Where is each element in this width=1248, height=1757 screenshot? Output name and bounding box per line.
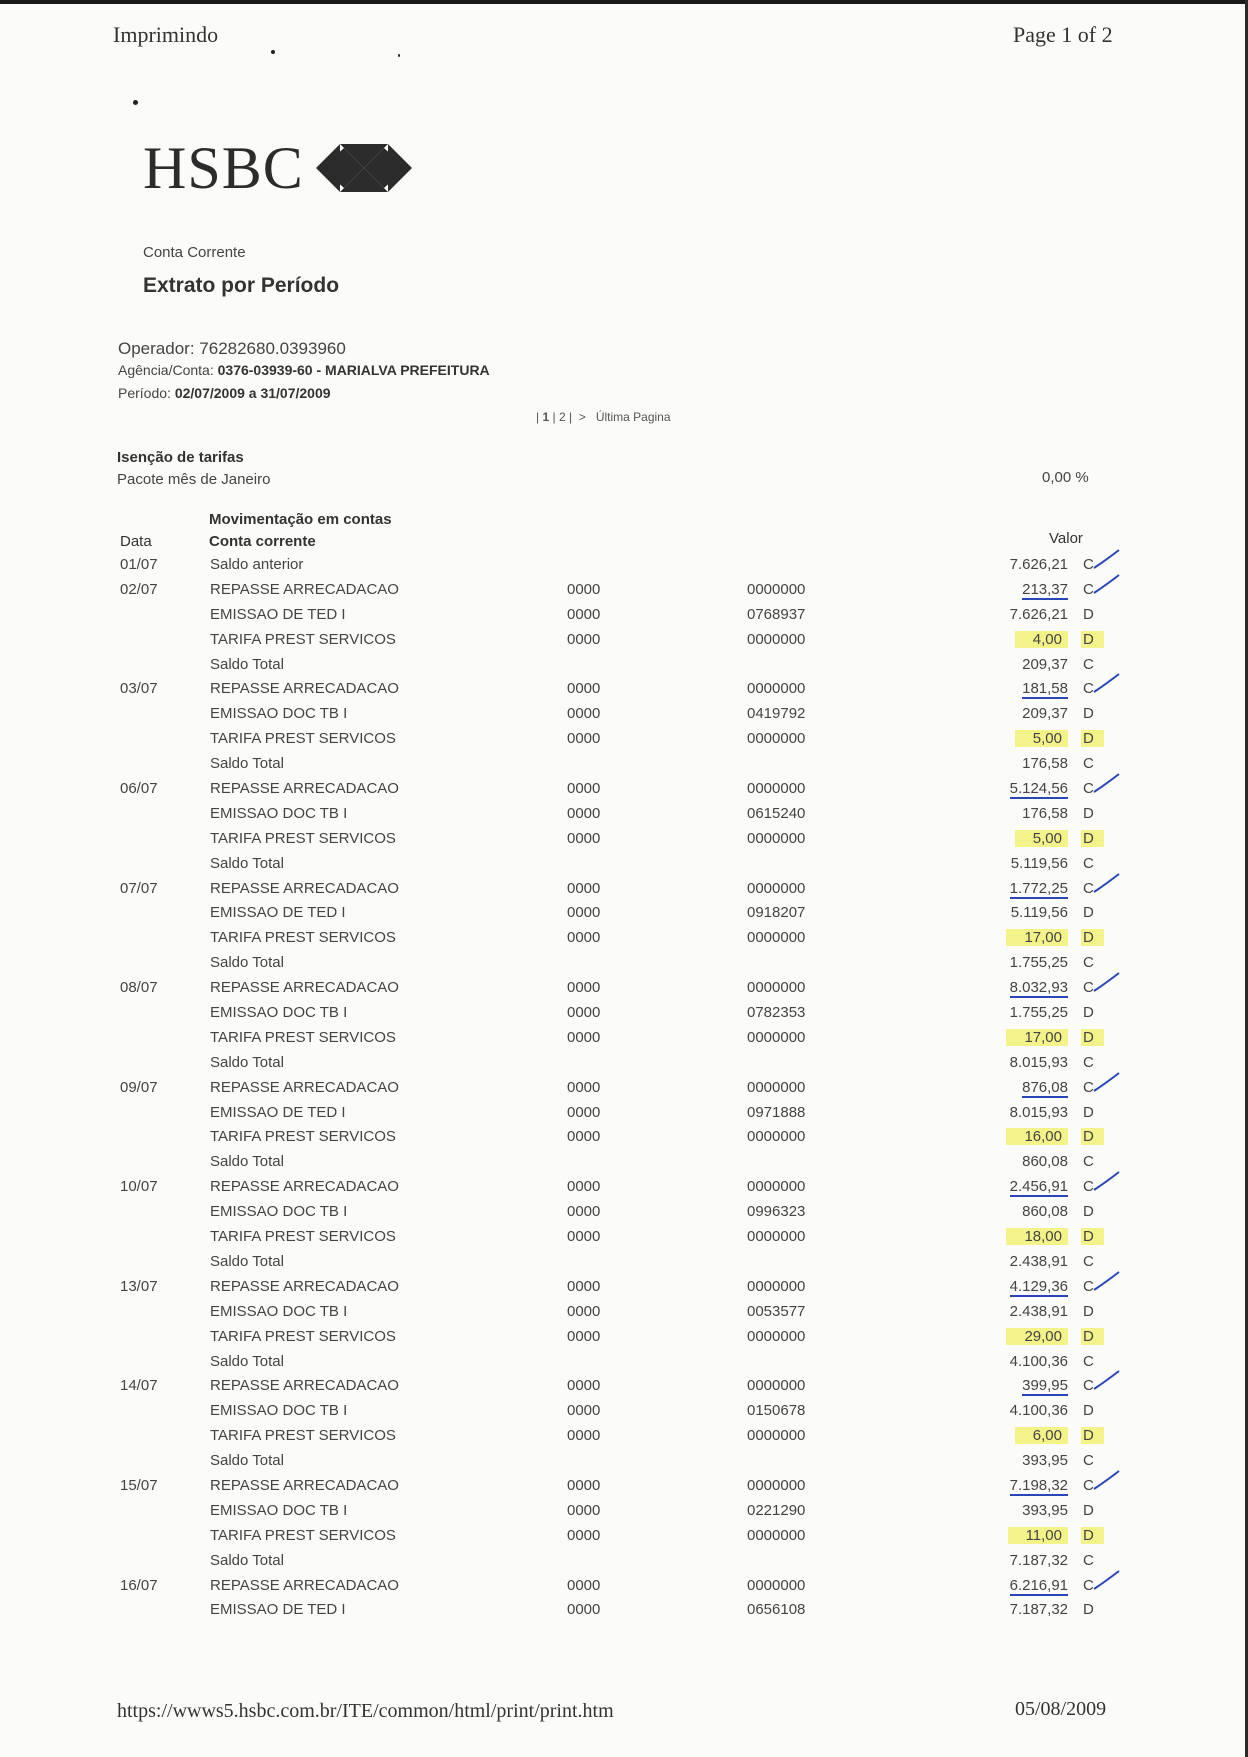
- row-document: 0971888: [747, 1103, 806, 1121]
- row-debit-credit: D: [1083, 705, 1094, 723]
- table-row: [0, 1029, 1248, 1054]
- row-description: REPASSE ARRECADACAO: [210, 1576, 399, 1594]
- row-debit-credit: C: [1083, 680, 1094, 698]
- row-document: 0221290: [747, 1501, 806, 1519]
- row-agency: 0000: [567, 1526, 601, 1544]
- footer-url: https://wwws5.hsbc.com.br/ITE/common/html/print/print.htm: [117, 1700, 614, 1722]
- row-agency: 0000: [567, 979, 601, 997]
- table-row: [0, 1402, 1248, 1427]
- row-date: 06/07: [120, 780, 158, 798]
- row-document: 0000000: [747, 1327, 806, 1345]
- row-debit-credit: C: [1083, 1352, 1094, 1370]
- row-document: 0419792: [747, 705, 806, 723]
- row-description: Saldo Total: [210, 1252, 284, 1270]
- table-row: [0, 1303, 1248, 1328]
- row-value: 5,00: [1015, 830, 1068, 847]
- pen-check-mark-icon: [1092, 1569, 1122, 1591]
- row-document: 0000000: [747, 829, 806, 847]
- row-agency: 0000: [567, 1128, 601, 1146]
- row-description: EMISSAO DOC TB I: [210, 1501, 348, 1519]
- table-row: [0, 1104, 1248, 1129]
- row-value: 1.755,25: [1009, 1004, 1068, 1022]
- row-debit-credit: D: [1081, 730, 1104, 747]
- table-row: [0, 780, 1248, 805]
- row-description: Saldo Total: [210, 1551, 284, 1569]
- pager-next-arrow[interactable]: >: [578, 410, 586, 424]
- row-description: EMISSAO DOC TB I: [210, 1402, 348, 1420]
- pager-page-1[interactable]: 1: [542, 410, 550, 424]
- exemption-package: Pacote mês de Janeiro: [117, 471, 271, 488]
- row-debit-credit: C: [1083, 1476, 1094, 1494]
- table-row: [0, 1128, 1248, 1153]
- row-date: 10/07: [120, 1178, 158, 1196]
- row-value: 6.216,91: [1009, 1576, 1068, 1594]
- row-agency: 0000: [567, 1377, 601, 1395]
- table-row: [0, 1079, 1248, 1104]
- row-description: REPASSE ARRECADACAO: [210, 680, 399, 698]
- row-document: 0000000: [747, 1277, 806, 1295]
- table-row: [0, 855, 1248, 880]
- row-description: TARIFA PREST SERVICOS: [210, 630, 396, 648]
- row-document: 0656108: [747, 1601, 806, 1619]
- row-debit-credit: C: [1083, 1452, 1094, 1470]
- row-document: 0000000: [747, 1178, 806, 1196]
- row-value: 18,00: [1006, 1228, 1068, 1245]
- row-agency: 0000: [567, 1302, 601, 1320]
- table-row: [0, 730, 1248, 755]
- ledger-table: [0, 556, 1248, 1626]
- table-row: [0, 680, 1248, 705]
- row-value: 2.438,91: [1009, 1302, 1068, 1320]
- operator-line: [118, 339, 346, 359]
- row-description: EMISSAO DOC TB I: [210, 705, 348, 723]
- row-value: 8.032,93: [1009, 979, 1068, 997]
- row-document: 0000000: [747, 1078, 806, 1096]
- table-row: [0, 979, 1248, 1004]
- row-debit-credit: C: [1083, 1252, 1094, 1270]
- row-agency: 0000: [567, 1476, 601, 1494]
- operator-label: Operador:: [118, 339, 195, 358]
- row-value: 7.626,21: [1009, 605, 1068, 623]
- pen-check-mark-icon: [1092, 1170, 1122, 1192]
- row-debit-credit: D: [1081, 1328, 1104, 1345]
- pen-check-mark-icon: [1092, 573, 1122, 595]
- row-document: 0782353: [747, 1004, 806, 1022]
- row-value: 8.015,93: [1009, 1053, 1068, 1071]
- row-document: 0000000: [747, 1128, 806, 1146]
- period-line: [118, 385, 331, 401]
- table-row: [0, 1577, 1248, 1602]
- row-date: 03/07: [120, 680, 158, 698]
- row-document: 0000000: [747, 879, 806, 897]
- table-row: [0, 656, 1248, 681]
- row-description: REPASSE ARRECADACAO: [210, 979, 399, 997]
- row-debit-credit: C: [1083, 1377, 1094, 1395]
- period-value: 02/07/2009 a 31/07/2009: [174, 385, 331, 401]
- row-description: EMISSAO DOC TB I: [210, 1203, 348, 1221]
- print-header-left: Imprimindo: [113, 22, 219, 47]
- row-debit-credit: D: [1081, 631, 1104, 648]
- table-row: [0, 1004, 1248, 1029]
- row-debit-credit: C: [1083, 1078, 1094, 1096]
- scan-speck: [398, 54, 400, 57]
- row-agency: 0000: [567, 1277, 601, 1295]
- row-description: Saldo Total: [210, 954, 284, 972]
- row-description: EMISSAO DE TED I: [210, 904, 346, 922]
- table-row: [0, 1552, 1248, 1577]
- row-debit-credit: C: [1083, 1153, 1094, 1171]
- row-value: 4.129,36: [1009, 1277, 1068, 1295]
- row-description: Saldo Total: [210, 1053, 284, 1071]
- scan-speck: [133, 100, 138, 105]
- agency-line: [118, 362, 490, 378]
- row-document: 0000000: [747, 1377, 806, 1395]
- table-row: [0, 1153, 1248, 1178]
- pen-check-mark-icon: [1092, 872, 1122, 894]
- row-description: TARIFA PREST SERVICOS: [210, 1228, 396, 1246]
- table-row: [0, 1452, 1248, 1477]
- row-agency: 0000: [567, 1203, 601, 1221]
- row-value: 17,00: [1006, 1029, 1068, 1046]
- row-debit-credit: D: [1083, 1004, 1094, 1022]
- row-agency: 0000: [567, 904, 601, 922]
- row-debit-credit: C: [1083, 780, 1094, 798]
- table-row: [0, 1477, 1248, 1502]
- row-agency: 0000: [567, 1501, 601, 1519]
- row-agency: 0000: [567, 1427, 601, 1445]
- row-value: 213,37: [1022, 580, 1068, 598]
- row-debit-credit: D: [1081, 1128, 1104, 1145]
- movements-title: Movimentação em contas: [209, 511, 392, 528]
- row-debit-credit: C: [1083, 854, 1094, 872]
- agency-label: Agência/Conta:: [118, 362, 214, 378]
- footer-date: 05/08/2009: [1015, 1698, 1107, 1720]
- row-date: 02/07: [120, 580, 158, 598]
- table-row: [0, 1228, 1248, 1253]
- row-debit-credit: D: [1081, 1228, 1104, 1245]
- row-agency: 0000: [567, 829, 601, 847]
- table-row: [0, 581, 1248, 606]
- row-agency: 0000: [567, 730, 601, 748]
- row-agency: 0000: [567, 929, 601, 947]
- row-value: 7.626,21: [1009, 556, 1068, 573]
- table-row: [0, 929, 1248, 954]
- row-debit-credit: C: [1083, 1277, 1094, 1295]
- table-row: [0, 556, 1248, 581]
- row-value: 2.456,91: [1009, 1178, 1068, 1196]
- pen-check-mark-icon: [1092, 1270, 1122, 1292]
- table-row: [0, 606, 1248, 631]
- row-document: 0000000: [747, 1576, 806, 1594]
- pager-page-2[interactable]: 2: [558, 410, 566, 424]
- row-description: Saldo Total: [210, 655, 284, 673]
- table-row: [0, 631, 1248, 656]
- row-date: 15/07: [120, 1476, 158, 1494]
- row-description: REPASSE ARRECADACAO: [210, 1178, 399, 1196]
- row-debit-credit: D: [1081, 830, 1104, 847]
- row-description: Saldo Total: [210, 1153, 284, 1171]
- row-description: TARIFA PREST SERVICOS: [210, 1327, 396, 1345]
- row-date: 08/07: [120, 979, 158, 997]
- row-document: 0615240: [747, 804, 806, 822]
- table-row: [0, 755, 1248, 780]
- table-row: [0, 1278, 1248, 1303]
- row-agency: 0000: [567, 605, 601, 623]
- table-row: [0, 880, 1248, 905]
- row-debit-credit: D: [1083, 804, 1094, 822]
- row-agency: 0000: [567, 804, 601, 822]
- row-document: 0918207: [747, 904, 806, 922]
- row-value: 7.187,32: [1009, 1551, 1068, 1569]
- row-value: 876,08: [1022, 1078, 1068, 1096]
- row-description: TARIFA PREST SERVICOS: [210, 1128, 396, 1146]
- account-type: Conta Corrente: [143, 244, 246, 261]
- row-value: 5.119,56: [1010, 854, 1068, 872]
- row-description: REPASSE ARRECADACAO: [210, 1476, 399, 1494]
- row-agency: 0000: [567, 1576, 601, 1594]
- row-value: 5.119,56: [1010, 904, 1068, 922]
- row-document: 0150678: [747, 1402, 806, 1420]
- row-debit-credit: D: [1081, 1527, 1104, 1544]
- pager-separator: |: [552, 410, 556, 424]
- row-value: 5,00: [1015, 730, 1068, 747]
- row-debit-credit: D: [1083, 1601, 1094, 1619]
- row-document: 0768937: [747, 605, 806, 623]
- row-description: TARIFA PREST SERVICOS: [210, 829, 396, 847]
- row-agency: 0000: [567, 580, 601, 598]
- row-value: 4.100,36: [1009, 1352, 1068, 1370]
- row-value: 16,00: [1006, 1128, 1068, 1145]
- row-description: REPASSE ARRECADACAO: [210, 1078, 399, 1096]
- row-debit-credit: C: [1083, 1576, 1094, 1594]
- row-value: 209,37: [1022, 655, 1068, 673]
- row-agency: 0000: [567, 780, 601, 798]
- row-debit-credit: D: [1083, 1402, 1094, 1420]
- row-value: 393,95: [1022, 1452, 1068, 1470]
- row-agency: 0000: [567, 1004, 601, 1022]
- row-debit-credit: C: [1083, 1053, 1094, 1071]
- row-debit-credit: D: [1081, 1427, 1104, 1444]
- table-row: [0, 1377, 1248, 1402]
- print-header-page: Page 1 of 2: [1013, 22, 1113, 47]
- table-row: [0, 1054, 1248, 1079]
- row-value: 8.015,93: [1009, 1103, 1068, 1121]
- row-debit-credit: D: [1081, 1029, 1104, 1046]
- row-description: REPASSE ARRECADACAO: [210, 1277, 399, 1295]
- pager-separator: |: [569, 410, 573, 424]
- row-debit-credit: C: [1083, 1178, 1094, 1196]
- row-document: 0000000: [747, 1028, 806, 1046]
- scan-edge-top: [0, 0, 1248, 4]
- row-debit-credit: D: [1083, 1302, 1094, 1320]
- row-document: 0000000: [747, 1476, 806, 1494]
- row-agency: 0000: [567, 705, 601, 723]
- row-document: 0000000: [747, 1526, 806, 1544]
- row-description: Saldo Total: [210, 755, 284, 773]
- pen-check-mark-icon: [1092, 971, 1122, 993]
- row-description: REPASSE ARRECADACAO: [210, 1377, 399, 1395]
- row-date: 09/07: [120, 1078, 158, 1096]
- row-agency: 0000: [567, 630, 601, 648]
- operator-value: 76282680.0393960: [199, 339, 346, 358]
- row-description: TARIFA PREST SERVICOS: [210, 1427, 396, 1445]
- row-value: 17,00: [1006, 929, 1068, 946]
- table-row: [0, 1527, 1248, 1552]
- row-description: Saldo Total: [210, 1352, 284, 1370]
- row-description: TARIFA PREST SERVICOS: [210, 929, 396, 947]
- row-document: 0000000: [747, 1427, 806, 1445]
- row-agency: 0000: [567, 1028, 601, 1046]
- row-debit-credit: C: [1083, 954, 1094, 972]
- row-value: 7.187,32: [1009, 1601, 1068, 1619]
- row-debit-credit: C: [1083, 580, 1094, 598]
- table-row: [0, 1253, 1248, 1278]
- row-value: 860,08: [1022, 1153, 1068, 1171]
- row-value: 11,00: [1008, 1527, 1068, 1544]
- row-document: 0053577: [747, 1302, 806, 1320]
- row-debit-credit: C: [1083, 556, 1094, 573]
- row-description: Saldo Total: [210, 1452, 284, 1470]
- column-header-date: Data: [120, 533, 152, 550]
- row-agency: 0000: [567, 1228, 601, 1246]
- row-agency: 0000: [567, 680, 601, 698]
- row-document: 0000000: [747, 1228, 806, 1246]
- row-value: 1.755,25: [1009, 954, 1068, 972]
- row-debit-credit: D: [1083, 605, 1094, 623]
- hsbc-hexagon-icon: [316, 144, 412, 192]
- row-agency: 0000: [567, 879, 601, 897]
- row-value: 176,58: [1022, 804, 1068, 822]
- agency-value: 0376-03939-60 - MARIALVA PREFEITURA: [217, 362, 490, 378]
- row-description: EMISSAO DOC TB I: [210, 1302, 348, 1320]
- row-document: 0996323: [747, 1203, 806, 1221]
- row-date: 16/07: [120, 1576, 158, 1594]
- row-debit-credit: D: [1083, 1501, 1094, 1519]
- row-date: 07/07: [120, 879, 158, 897]
- pen-check-mark-icon: [1092, 1369, 1122, 1391]
- row-document: 0000000: [747, 929, 806, 947]
- row-debit-credit: C: [1083, 755, 1094, 773]
- pen-check-mark-icon: [1092, 672, 1122, 694]
- row-debit-credit: D: [1083, 1203, 1094, 1221]
- row-description: Saldo anterior: [210, 556, 304, 573]
- row-document: 0000000: [747, 680, 806, 698]
- row-description: TARIFA PREST SERVICOS: [210, 1526, 396, 1544]
- row-description: EMISSAO DE TED I: [210, 1103, 346, 1121]
- pen-check-mark-icon: [1092, 1071, 1122, 1093]
- row-value: 209,37: [1022, 705, 1068, 723]
- row-description: EMISSAO DOC TB I: [210, 804, 348, 822]
- row-document: 0000000: [747, 979, 806, 997]
- table-row: [0, 1203, 1248, 1228]
- row-agency: 0000: [567, 1402, 601, 1420]
- row-description: EMISSAO DE TED I: [210, 605, 346, 623]
- pager-last-link[interactable]: Última Pagina: [595, 410, 671, 424]
- row-value: 7.198,32: [1009, 1476, 1068, 1494]
- row-debit-credit: D: [1083, 904, 1094, 922]
- row-value: 399,95: [1022, 1377, 1068, 1395]
- hsbc-logo: [143, 135, 412, 201]
- row-debit-credit: C: [1083, 655, 1094, 673]
- row-value: 1.772,25: [1009, 879, 1068, 897]
- row-date: 13/07: [120, 1277, 158, 1295]
- pen-check-mark-icon: [1092, 548, 1122, 570]
- row-description: REPASSE ARRECADACAO: [210, 580, 399, 598]
- pager-separator: |: [536, 410, 540, 424]
- table-row: [0, 1178, 1248, 1203]
- page-title: Extrato por Período: [143, 274, 340, 297]
- row-value: 2.438,91: [1009, 1252, 1068, 1270]
- row-value: 181,58: [1022, 680, 1068, 698]
- row-description: Saldo Total: [210, 854, 284, 872]
- table-row: [0, 1601, 1248, 1626]
- row-document: 0000000: [747, 780, 806, 798]
- row-debit-credit: C: [1083, 979, 1094, 997]
- row-agency: 0000: [567, 1078, 601, 1096]
- row-description: EMISSAO DE TED I: [210, 1601, 346, 1619]
- row-agency: 0000: [567, 1103, 601, 1121]
- row-agency: 0000: [567, 1178, 601, 1196]
- table-row: [0, 1328, 1248, 1353]
- pen-check-mark-icon: [1092, 1469, 1122, 1491]
- row-date: 14/07: [120, 1377, 158, 1395]
- row-value: 176,58: [1022, 755, 1068, 773]
- row-value: 29,00: [1006, 1328, 1068, 1345]
- pagination: [536, 410, 671, 424]
- table-row: [0, 1353, 1248, 1378]
- period-label: Período:: [118, 385, 171, 401]
- row-value: 860,08: [1022, 1203, 1068, 1221]
- logo-wordmark: HSBC: [143, 135, 304, 201]
- row-agency: 0000: [567, 1327, 601, 1345]
- table-row: [0, 904, 1248, 929]
- table-row: [0, 805, 1248, 830]
- row-description: TARIFA PREST SERVICOS: [210, 1028, 396, 1046]
- column-header-account: Conta corrente: [209, 533, 316, 550]
- row-debit-credit: C: [1083, 879, 1094, 897]
- table-row: [0, 705, 1248, 730]
- table-row: [0, 830, 1248, 855]
- row-document: 0000000: [747, 580, 806, 598]
- row-value: 6,00: [1015, 1427, 1068, 1444]
- row-value: 4.100,36: [1009, 1402, 1068, 1420]
- row-document: 0000000: [747, 630, 806, 648]
- scan-speck: [271, 50, 275, 54]
- column-header-value: Valor: [1049, 530, 1083, 547]
- exemption-title: Isenção de tarifas: [117, 449, 244, 466]
- row-debit-credit: C: [1083, 1551, 1094, 1569]
- row-document: 0000000: [747, 730, 806, 748]
- pen-check-mark-icon: [1092, 772, 1122, 794]
- row-debit-credit: D: [1081, 929, 1104, 946]
- table-row: [0, 1502, 1248, 1527]
- row-value: 393,95: [1022, 1501, 1068, 1519]
- row-agency: 0000: [567, 1601, 601, 1619]
- table-row: [0, 954, 1248, 979]
- row-description: REPASSE ARRECADACAO: [210, 780, 399, 798]
- row-debit-credit: D: [1083, 1103, 1094, 1121]
- row-description: EMISSAO DOC TB I: [210, 1004, 348, 1022]
- row-date: 01/07: [120, 556, 158, 573]
- row-description: REPASSE ARRECADACAO: [210, 879, 399, 897]
- row-value: 5.124,56: [1009, 780, 1068, 798]
- row-value: 4,00: [1015, 631, 1068, 648]
- exemption-percent: 0,00 %: [1042, 469, 1089, 486]
- row-description: TARIFA PREST SERVICOS: [210, 730, 396, 748]
- table-row: [0, 1427, 1248, 1452]
